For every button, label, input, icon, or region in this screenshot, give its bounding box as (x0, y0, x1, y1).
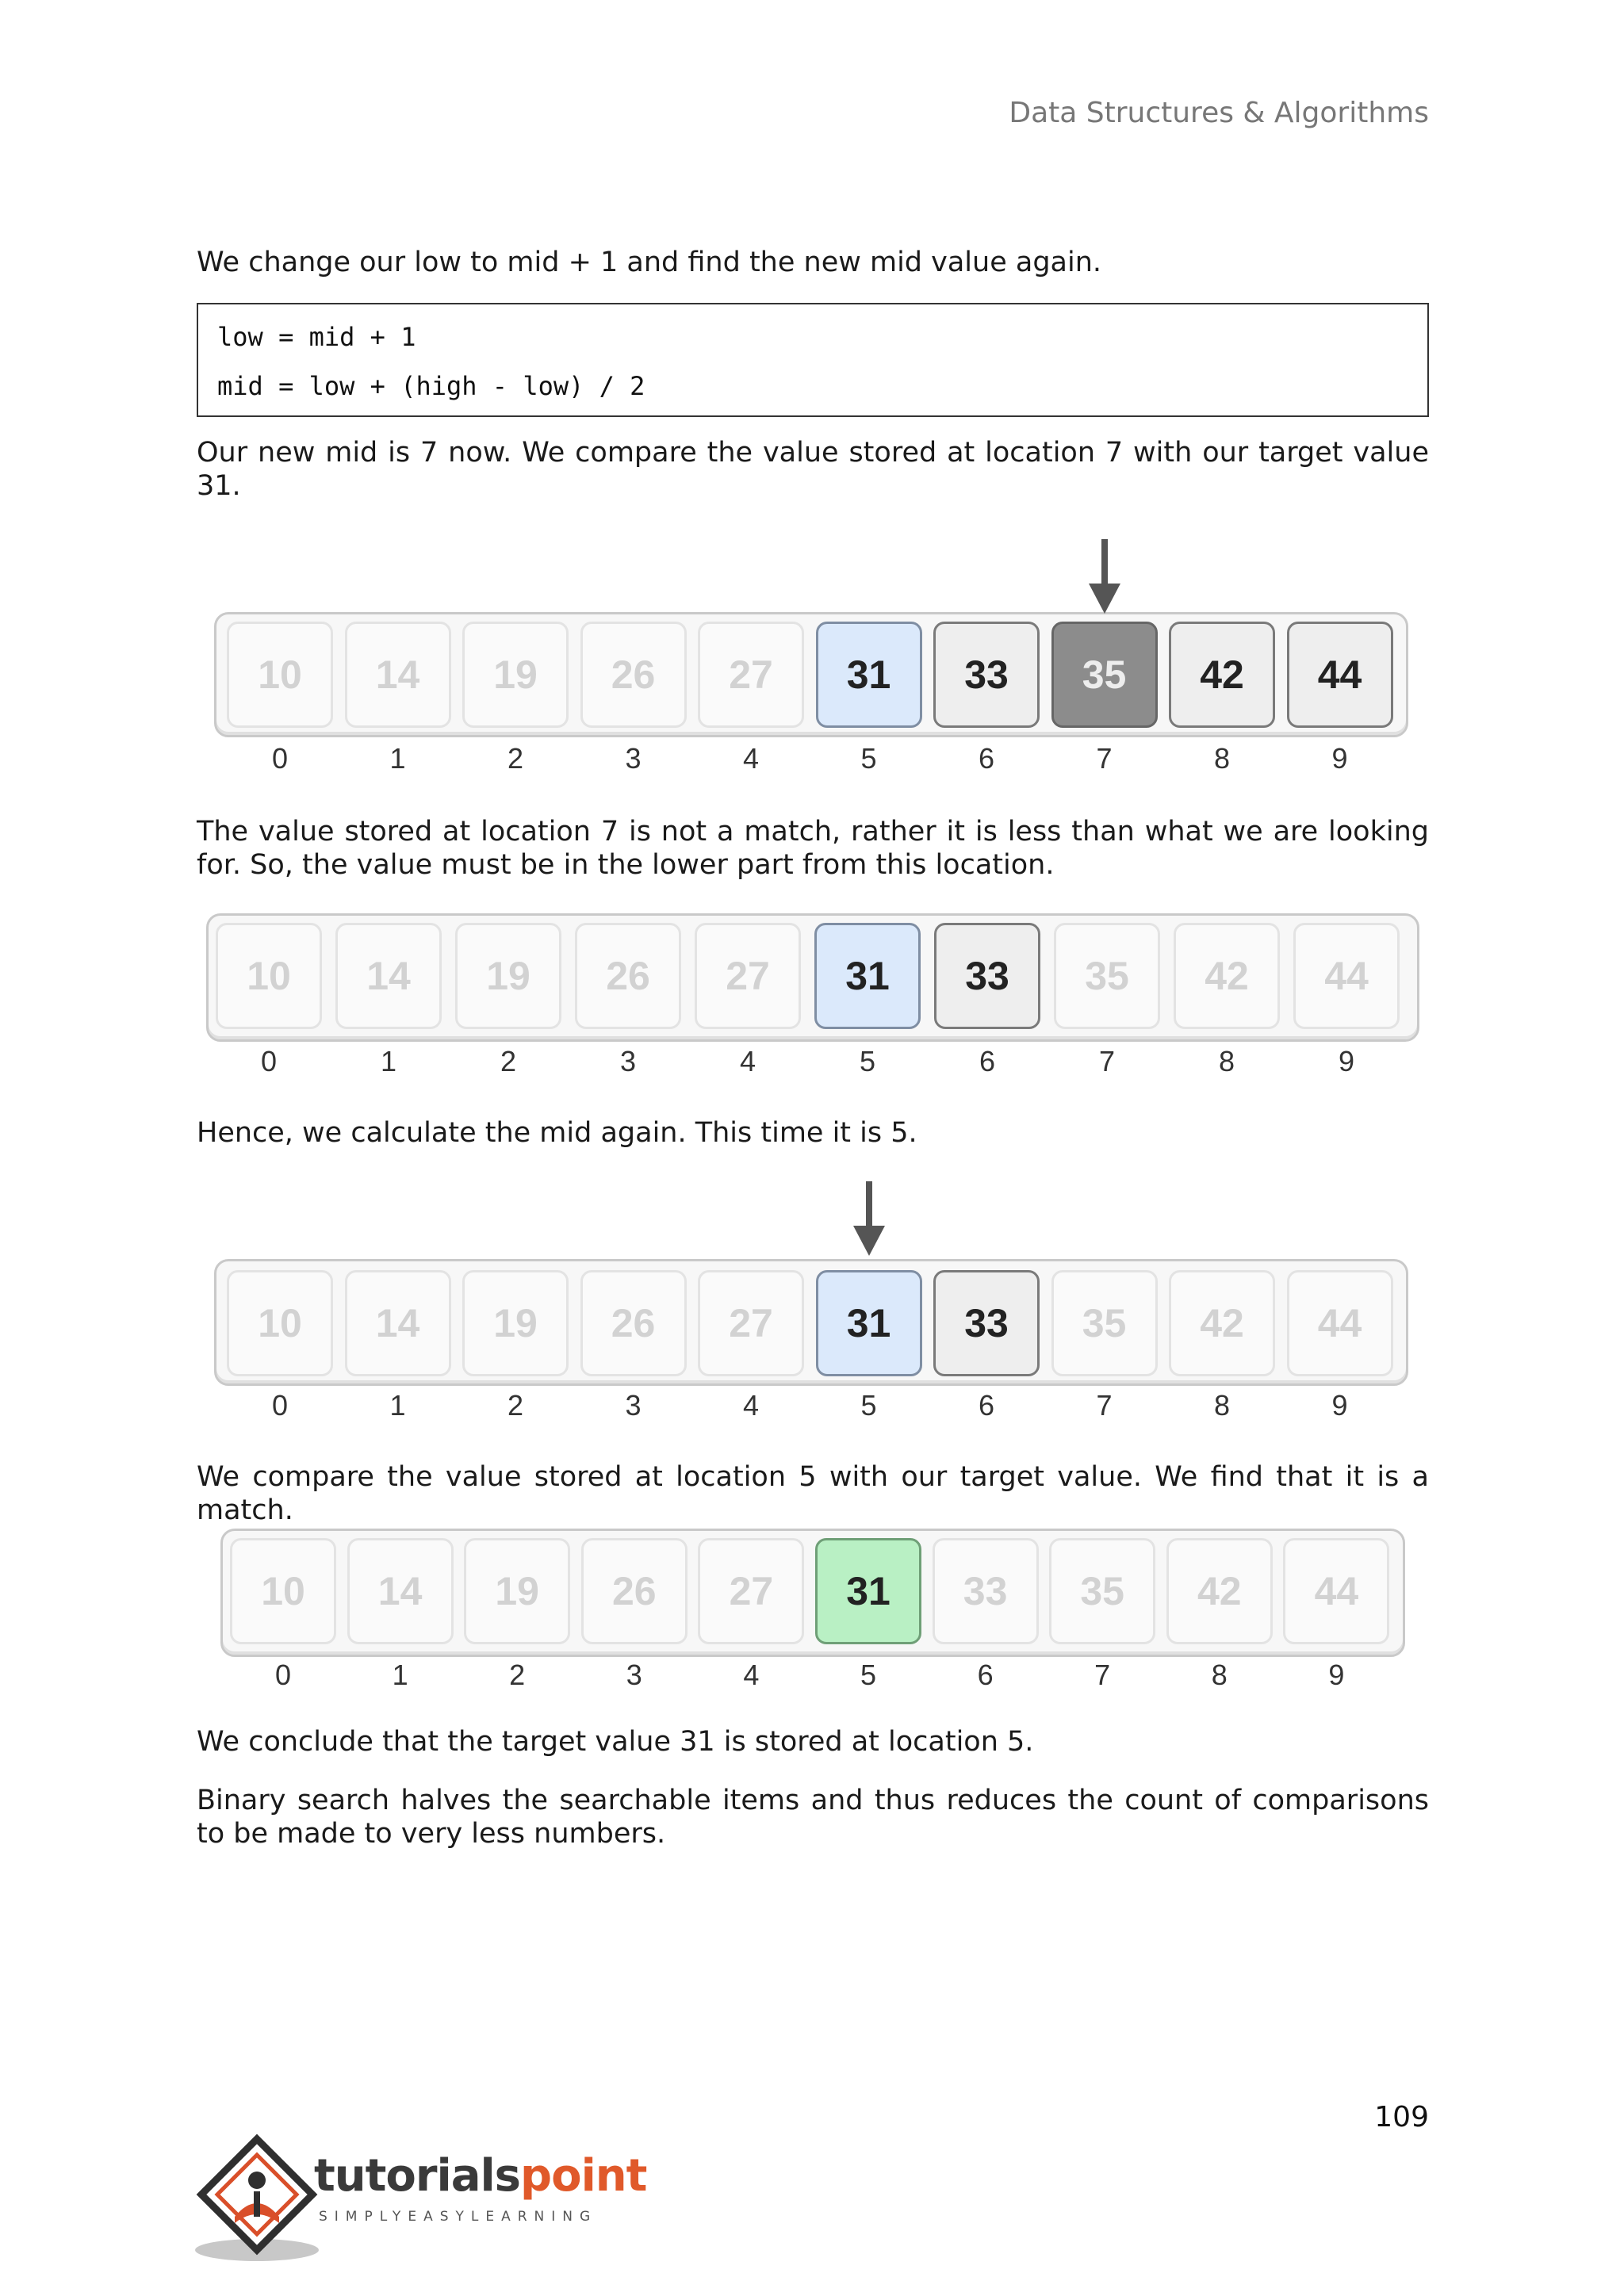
array-index-1: 1 (392, 1659, 408, 1691)
array-diagram-1 (197, 539, 1429, 777)
array-cell-3: 26 (575, 923, 681, 1029)
paragraph-2: Our new mid is 7 now. We compare the value stored at location 7 with our target value 31. (197, 437, 1429, 502)
array-index-3: 3 (626, 1659, 642, 1691)
array-cell-2: 19 (462, 1270, 569, 1376)
array-index-0: 0 (274, 1659, 292, 1691)
array-index-9: 9 (1331, 742, 1348, 775)
mid-pointer-arrow-icon (849, 1181, 889, 1261)
array-cell-5: 31 (814, 923, 921, 1029)
logo-emblem-icon (193, 2131, 320, 2266)
array-cell-7: 35 (1051, 622, 1158, 728)
array-cell-4: 27 (698, 622, 804, 728)
logo-tagline: SIMPLYEASYLEARNING (319, 2209, 598, 2225)
array-index-1: 1 (380, 1045, 397, 1077)
array-diagram-4 (197, 1522, 1429, 1697)
code-line-2: mid = low + (high - low) / 2 (217, 371, 645, 401)
array-cell-7: 35 (1051, 1270, 1158, 1376)
array-cell-5: 31 (815, 1538, 921, 1644)
array-cell-6: 33 (934, 923, 1040, 1029)
array-cell-3: 26 (580, 622, 687, 728)
logo-word-part2: point (520, 2150, 647, 2202)
paragraph-3: The value stored at location 7 is not a match, rather it is less than what we are looking for. So, the value must be in the lower part from this location. (197, 816, 1429, 881)
array-index-2: 2 (507, 742, 524, 775)
array-cell-9: 44 (1287, 1270, 1393, 1376)
array-diagram-3 (197, 1181, 1429, 1427)
array-cell-9: 44 (1283, 1538, 1389, 1644)
array-cell-2: 19 (455, 923, 561, 1029)
paragraph-7: Binary search halves the searchable items and thus reduces the count of comparisons to be made to very less numbers. (197, 1785, 1429, 1850)
array-cell-0: 10 (227, 622, 333, 728)
array-index-4: 4 (739, 1045, 756, 1077)
array-cell-5: 31 (816, 622, 922, 728)
array-index-6: 6 (978, 1389, 995, 1422)
code-block (197, 303, 1429, 417)
array-cell-4: 27 (698, 1270, 804, 1376)
mid-pointer-arrow-icon (1085, 539, 1124, 618)
array-index-8: 8 (1218, 1045, 1235, 1077)
array-cell-6: 33 (933, 622, 1040, 728)
array-cell-0: 10 (227, 1270, 333, 1376)
array-index-3: 3 (619, 1045, 637, 1077)
array-cell-1: 14 (345, 1270, 451, 1376)
array-index-6: 6 (977, 1659, 994, 1691)
array-index-8: 8 (1213, 742, 1231, 775)
array-cell-0: 10 (230, 1538, 336, 1644)
array-index-0: 0 (260, 1045, 278, 1077)
array-cell-8: 42 (1166, 1538, 1273, 1644)
page-number: 109 (1374, 2101, 1429, 2133)
array-cell-3: 26 (581, 1538, 688, 1644)
array-index-7: 7 (1094, 1659, 1111, 1691)
array-index-8: 8 (1211, 1659, 1228, 1691)
array-index-8: 8 (1213, 1389, 1231, 1422)
paragraph-5: We compare the value stored at location 5 with our target value. We find that it is a match. (197, 1461, 1429, 1526)
array-cell-8: 42 (1169, 622, 1275, 728)
array-index-9: 9 (1331, 1389, 1348, 1422)
array-cell-7: 35 (1049, 1538, 1155, 1644)
tutorialspoint-logo (193, 2131, 647, 2266)
array-index-0: 0 (271, 742, 289, 775)
array-cell-5: 31 (816, 1270, 922, 1376)
array-cell-4: 27 (695, 923, 801, 1029)
array-index-2: 2 (509, 1659, 526, 1691)
array-cell-0: 10 (216, 923, 322, 1029)
paragraph-4: Hence, we calculate the mid again. This time it is 5. (197, 1117, 917, 1149)
array-index-9: 9 (1328, 1659, 1345, 1691)
array-cell-3: 26 (580, 1270, 687, 1376)
code-line-1: low = mid + 1 (217, 322, 416, 352)
array-cell-1: 14 (345, 622, 451, 728)
array-index-2: 2 (500, 1045, 517, 1077)
array-index-7: 7 (1096, 1389, 1113, 1422)
logo-word-part1: tutorials (314, 2150, 521, 2202)
array-index-6: 6 (979, 1045, 996, 1077)
running-header: Data Structures & Algorithms (1009, 97, 1429, 129)
array-index-4: 4 (742, 1389, 760, 1422)
array-index-7: 7 (1096, 742, 1113, 775)
array-index-5: 5 (859, 1045, 876, 1077)
array-index-9: 9 (1338, 1045, 1355, 1077)
array-cell-4: 27 (698, 1538, 804, 1644)
array-index-7: 7 (1098, 1045, 1116, 1077)
array-cell-9: 44 (1293, 923, 1400, 1029)
array-index-3: 3 (625, 1389, 642, 1422)
array-cell-7: 35 (1054, 923, 1160, 1029)
array-index-3: 3 (625, 742, 642, 775)
array-index-5: 5 (860, 1389, 877, 1422)
array-index-1: 1 (389, 1389, 406, 1422)
array-index-1: 1 (389, 742, 406, 775)
array-index-2: 2 (507, 1389, 524, 1422)
array-index-4: 4 (742, 742, 760, 775)
array-index-6: 6 (978, 742, 995, 775)
array-cell-1: 14 (335, 923, 442, 1029)
array-cell-6: 33 (933, 1538, 1039, 1644)
array-cell-1: 14 (347, 1538, 454, 1644)
array-diagram-2 (197, 904, 1429, 1086)
array-index-4: 4 (743, 1659, 760, 1691)
array-index-0: 0 (271, 1389, 289, 1422)
array-cell-8: 42 (1169, 1270, 1275, 1376)
array-cell-9: 44 (1287, 622, 1393, 728)
paragraph-6: We conclude that the target value 31 is stored at location 5. (197, 1726, 1034, 1758)
array-index-5: 5 (860, 742, 877, 775)
array-cell-2: 19 (462, 622, 569, 728)
paragraph-1: We change our low to mid + 1 and find the new mid value again. (197, 247, 1102, 278)
array-cell-8: 42 (1174, 923, 1280, 1029)
logo-wordmark (314, 2150, 646, 2202)
array-cell-6: 33 (933, 1270, 1040, 1376)
array-cell-2: 19 (464, 1538, 570, 1644)
array-index-5: 5 (860, 1659, 877, 1691)
